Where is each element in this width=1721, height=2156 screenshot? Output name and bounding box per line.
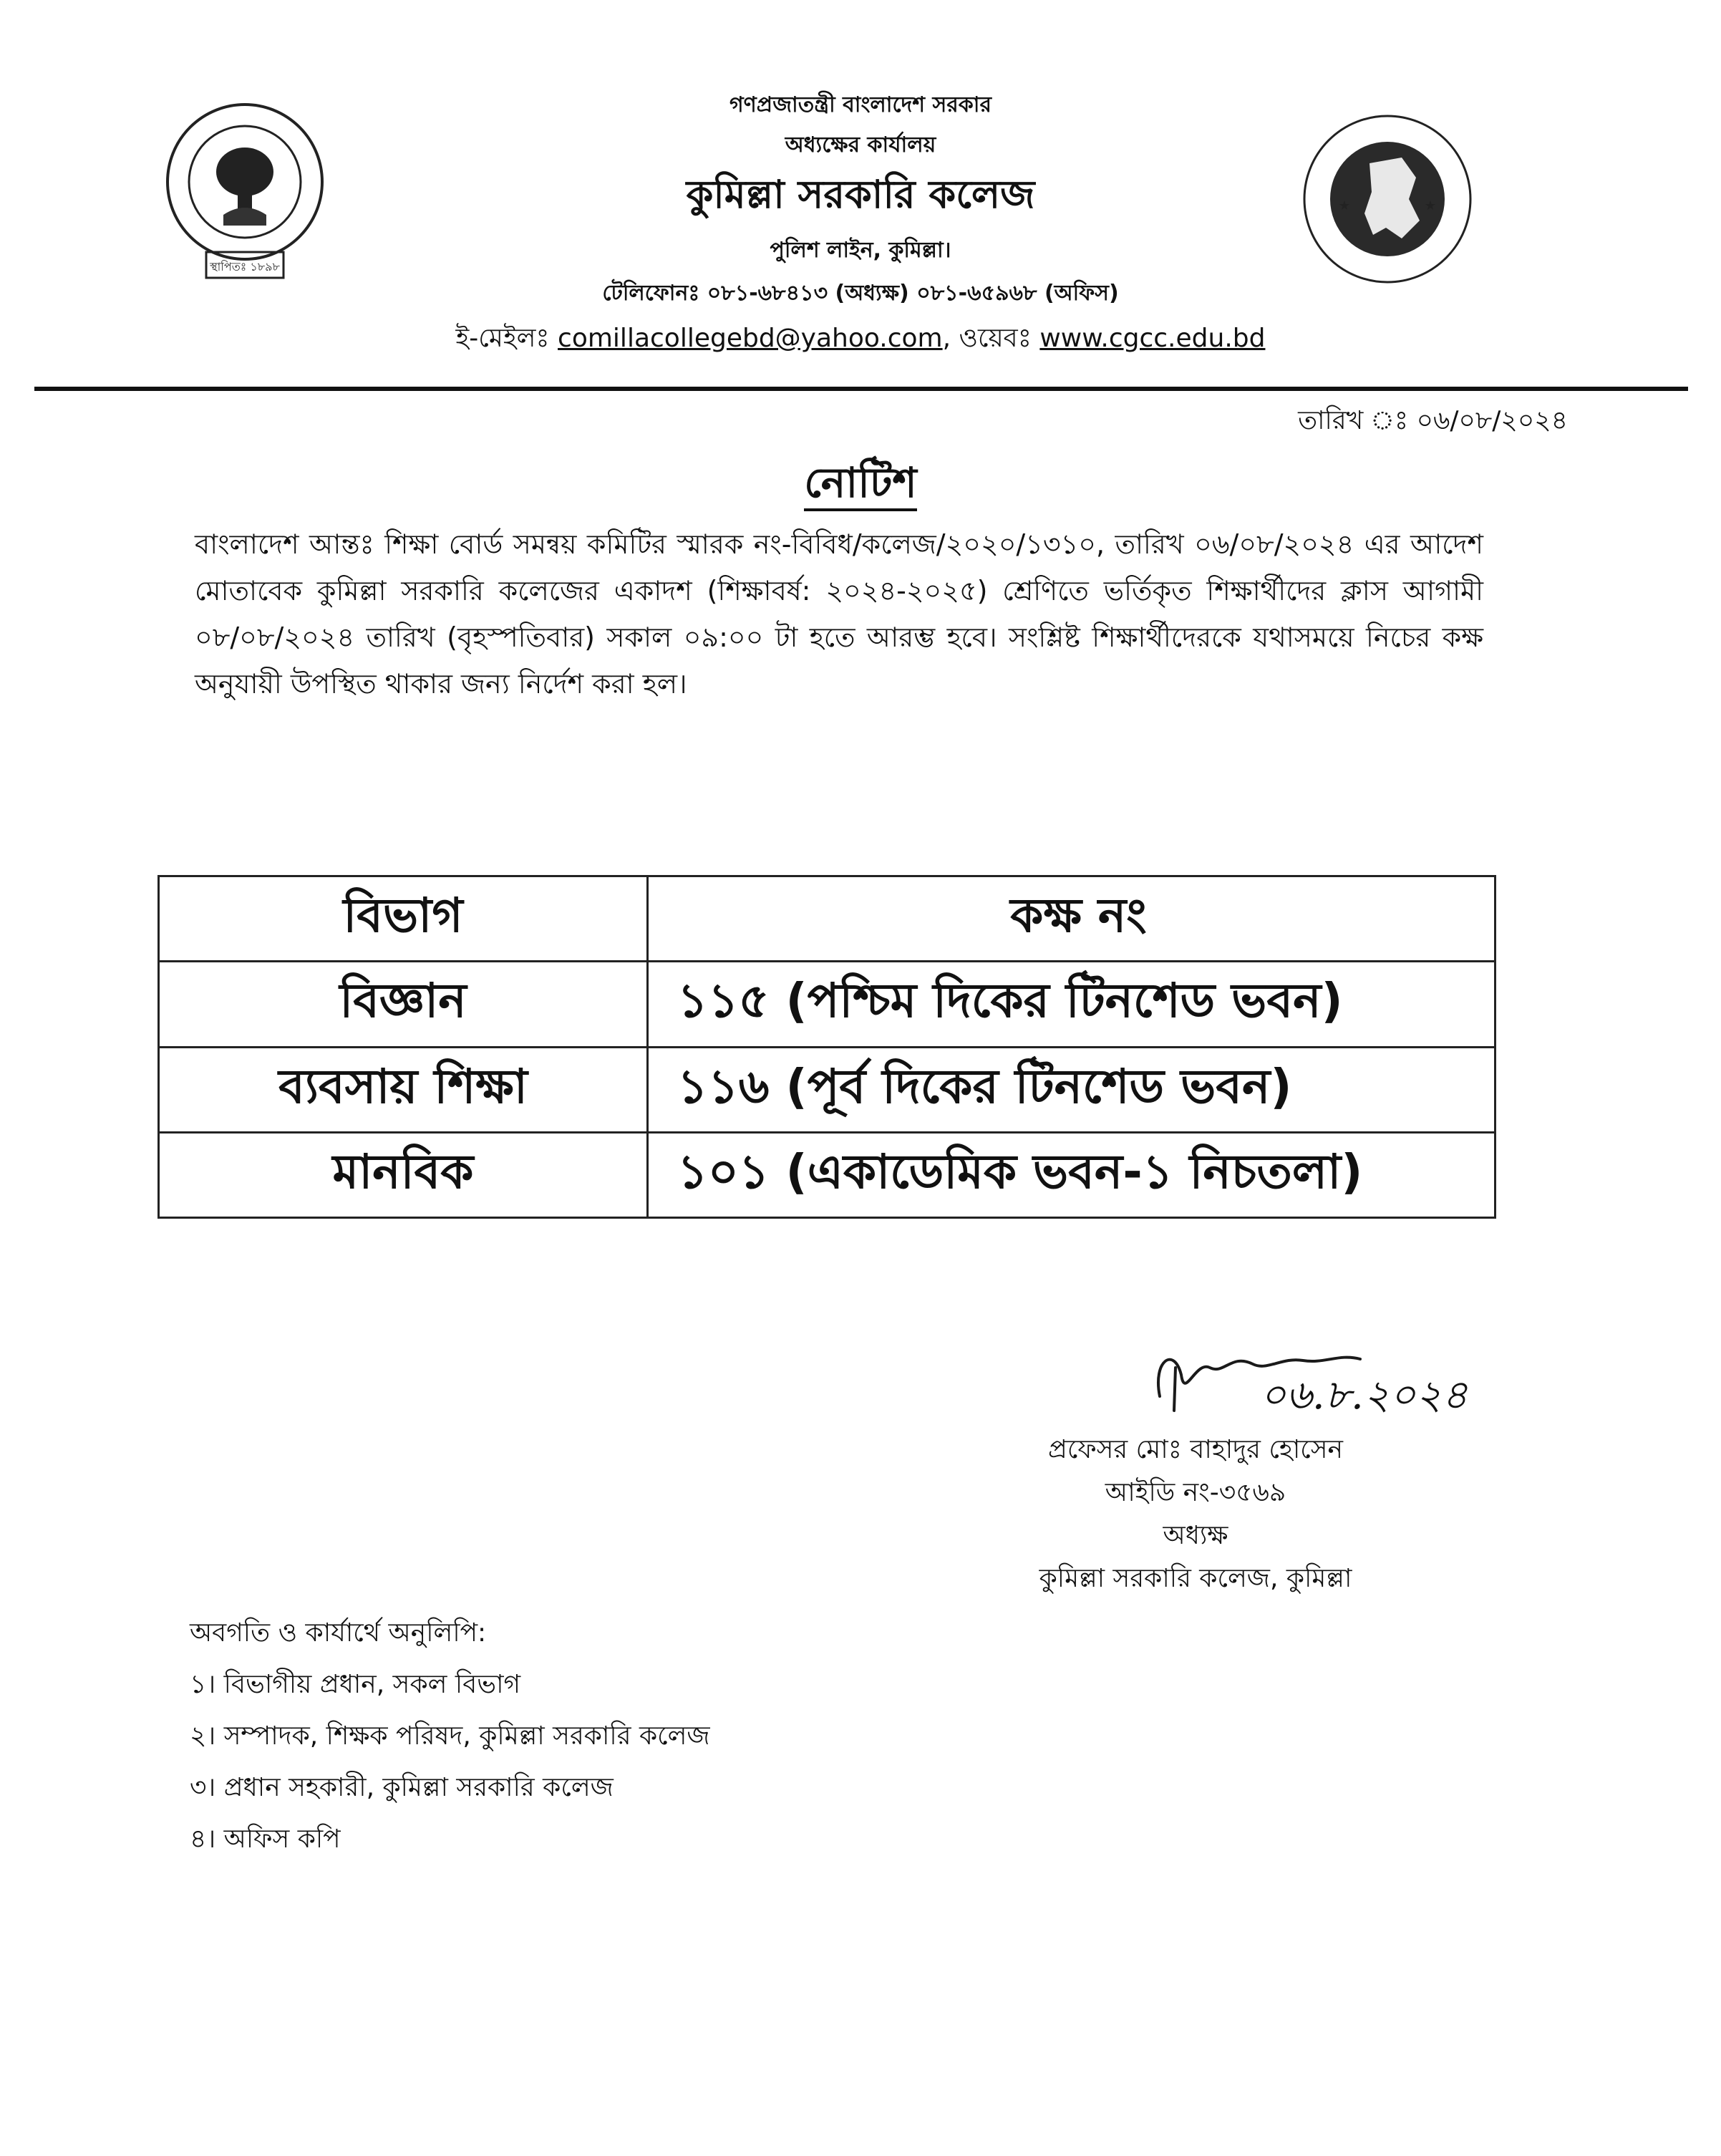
signatory-block [931,1429,1460,1600]
list-item: ২। সম্পাদক, শিক্ষক পরিষদ, কুমিল্লা সরকারি কলেজ [190,1721,710,1751]
table-row [159,1132,1495,1217]
svg-text:★: ★ [1424,198,1437,213]
table-row [159,962,1495,1047]
notice-title [0,451,1721,521]
signature-date: ০৬.৮.২০২৪ [1260,1372,1468,1418]
email-link[interactable]: comillacollegebd@yahoo.com [558,324,943,353]
notice-date: তারিখ ঃ ০৬/০৮/২০২৪ [1298,406,1568,435]
notice-body: বাংলাদেশ আন্তঃ শিক্ষা বোর্ড সমন্বয় কমিটির স্মারক নং-বিবিধ/কলেজ/২০২০/১৩১০, তারিখ ০৬/০৮/২০২৪ এর আদেশ মোতাবেক কুমিল্লা সরকারি কলেজের একাদশ (শিক্ষাবর্ষ: ২০২৪-২০২৫) শ্রেণিতে ভর্তিকৃত শিক্ষার্থীদের ক্লাস আগামী ০৮/০৮/২০২৪ তারিখ (বৃহস্পতিবার) সকাল ০৯:০০ টা হতে আরম্ভ হবে। সংশ্লিষ্ট শিক্ষার্থীদেরকে যথাসময়ে নিচের কক্ষ অনুযায়ী উপস্থিত থাকার জন্য নির্দেশ করা হল। [195,528,1483,700]
signatory-designation: অধ্যক্ষ [1163,1521,1228,1550]
room-allocation-table [157,875,1496,1219]
web-label: , ওয়েবঃ [942,324,1032,353]
college-address: পুলিশ লাইন, কুমিল্লা। [770,238,951,263]
distribution-list [190,1608,1120,1865]
table-row [159,1047,1495,1132]
notice-title-text: নোটিশ [804,458,916,511]
website-link[interactable]: www.cgcc.edu.bd [1039,324,1266,353]
room-cell: ১১৫ (পশ্চিম দিকের টিনশেড ভবন) [648,962,1495,1047]
seal-year: স্থাপিতঃ ১৮৯৮ [210,260,280,274]
college-name: কুমিল্লা সরকারি কলেজ [686,172,1035,217]
svg-text:★: ★ [1338,198,1351,213]
header-divider [34,387,1688,391]
department-cell: ব্যবসায় শিক্ষা [159,1047,648,1132]
list-item: ৩। প্রধান সহকারী, কুমিল্লা সরকারি কলেজ [190,1773,614,1802]
table-header-row [159,876,1495,962]
office-name: অধ্যক্ষের কার্যালয় [785,132,936,158]
distribution-heading: অবগতি ও কার্যার্থে অনুলিপি: [190,1618,487,1648]
college-seal-logo [163,100,326,286]
header-department: বিভাগ [159,876,648,962]
department-cell: বিজ্ঞান [159,962,648,1047]
phone-line: টেলিফোনঃ ০৮১-৬৮৪১৩ (অধ্যক্ষ) ০৮১-৬৫৯৬৮ (অফিস) [602,281,1119,306]
room-cell: ১০১ (একাডেমিক ভবন-১ নিচতলা) [648,1132,1495,1217]
department-cell: মানবিক [159,1132,648,1217]
room-cell: ১১৬ (পূর্ব দিকের টিনশেড ভবন) [648,1047,1495,1132]
contact-line [0,319,1721,362]
list-item: ১। বিভাগীয় প্রধান, সকল বিভাগ [190,1670,521,1699]
header-room-no: কক্ষ নং [648,876,1495,962]
list-item: ৪। অফিস কপি [190,1824,341,1854]
signatory-institution: কুমিল্লা সরকারি কলেজ, কুমিল্লা [1039,1564,1352,1593]
signatory-id: আইডি নং-৩৫৬৯ [1105,1478,1286,1507]
email-label: ই-মেইলঃ [455,324,550,353]
government-name: গণপ্রজাতন্ত্রী বাংলাদেশ সরকার [729,92,992,117]
government-seal-logo [1301,113,1473,285]
signatory-name: প্রফেসর মোঃ বাহাদুর হোসেন [1047,1435,1344,1464]
